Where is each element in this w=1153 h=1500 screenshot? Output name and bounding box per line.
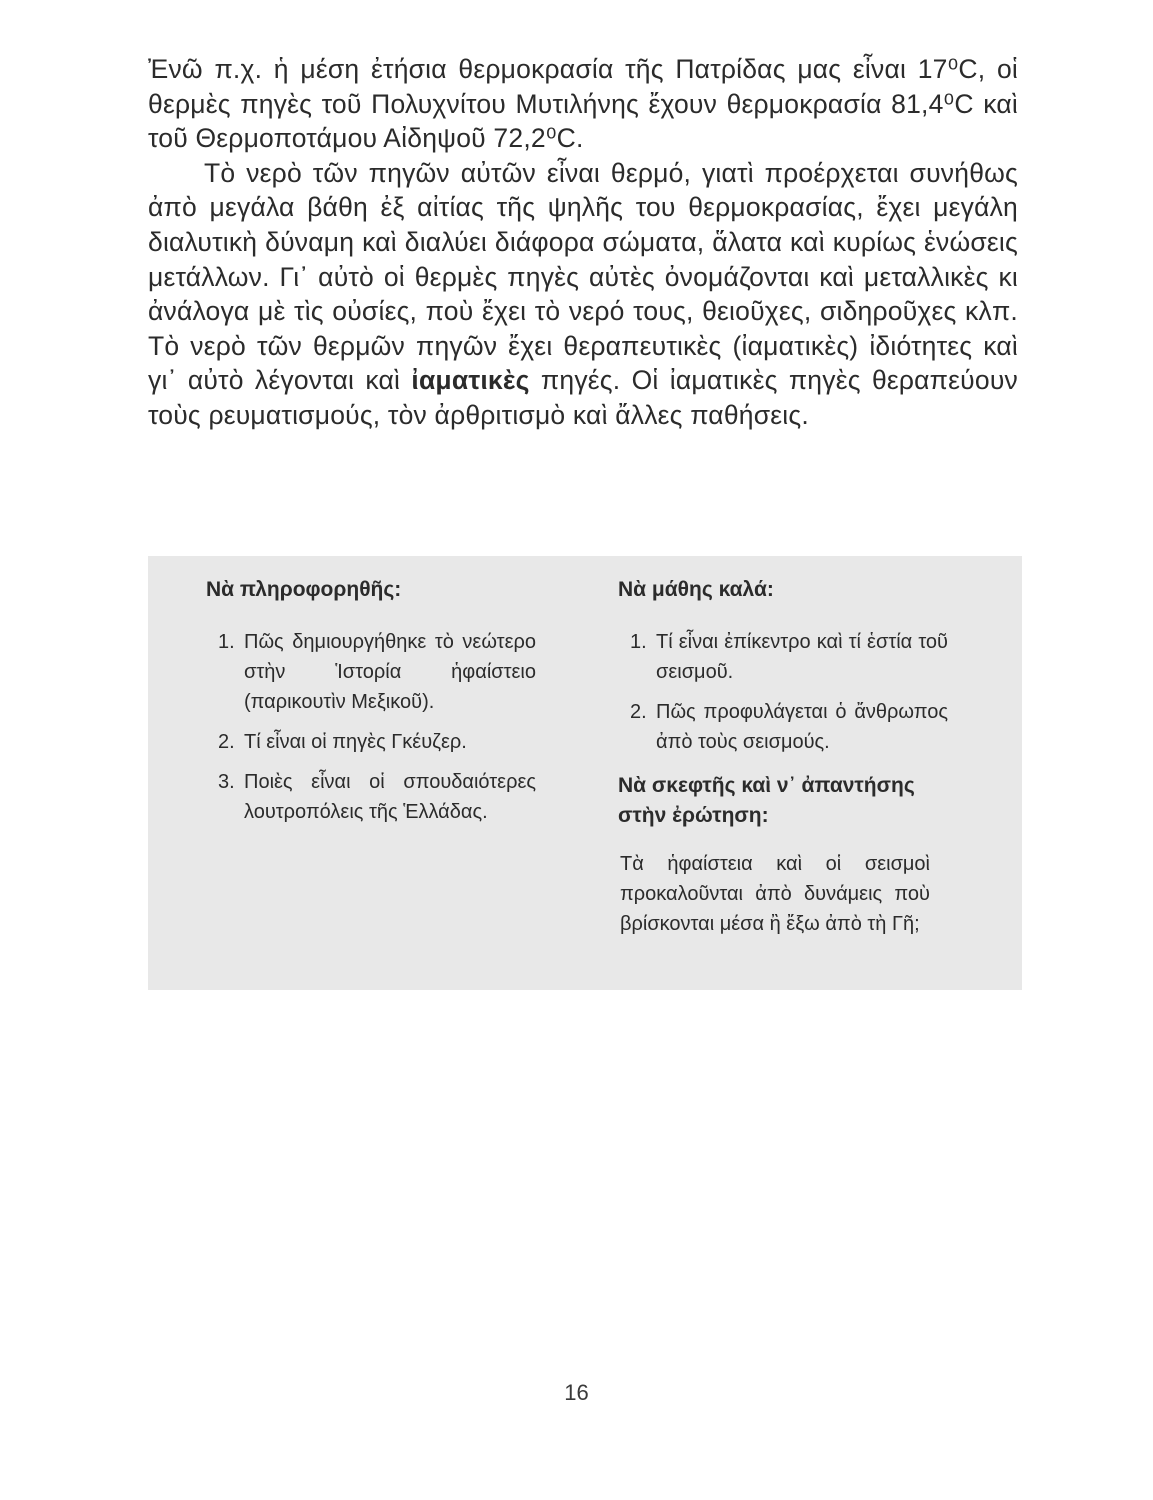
learn-more-list <box>206 627 536 827</box>
list-item: 1. Τί εἶναι ἐπίκεντρο καὶ τί ἑστία τοῦ σεισμοῦ. <box>630 631 948 683</box>
learn-well-heading: Νὰ μάθης καλά: <box>618 578 774 601</box>
learn-more-heading: Νὰ πληροφορηθῆς: <box>206 578 402 601</box>
think-answer-heading: Νὰ σκεφτῆς καὶ ν᾽ ἀπαντήσης στὴν ἐρώτηση: <box>618 774 915 827</box>
study-box-right-column <box>618 556 998 939</box>
paragraph-2-bold-term: ἰαματικὲς <box>411 365 530 396</box>
paragraph-2-start: Τὸ νερὸ τῶν πηγῶν αὐτῶν εἶναι θερμό, γιατὶ προέρχεται συνήθως ἀπὸ μεγάλα βάθη ἐξ αἰτίας τῆς ψηλῆς του θερμοκρασίας, ἔχει μεγάλη διαλυτικὴ δύναμη καὶ διαλύει διάφορα σώματα, ἅλατα καὶ κυρίως ἑνώσεις μετάλλων. Γι᾽ αὐτὸ οἱ θερμὲς πηγὲς αὐτὲς ὀνομάζονται καὶ μεταλλικὲς κι ἀνάλογα μὲ τὶς οὐσίες, ποὺ ἔχει τὸ νερό τους, θειοῦχες, σιδηροῦχες κλπ. Τὸ νερὸ τῶν θερμῶν πηγῶν ἔχει θεραπευτικὲς (ἰαματικὲς) ἰδιότητες καὶ γι᾽ αὐτὸ λέγονται καὶ <box>148 157 1018 396</box>
list-item: 3. Ποιὲς εἶναι οἱ σπουδαιότερες λουτροπόλεις τῆς Ἑλλάδας. <box>218 771 536 823</box>
paragraph-2 <box>148 156 1018 433</box>
list-item: 1. Πῶς δημιουργήθηκε τὸ νεώτερο στὴν Ἱστορία ἡφαίστειο (παρικουτὶν Μεξικοῦ). <box>218 631 536 713</box>
study-box <box>148 556 1022 990</box>
list-item: 2. Τί εἶναι οἱ πηγὲς Γκέυζερ. <box>218 731 467 753</box>
paragraph-2-end: πηγές. Οἱ ἰαματικὲς πηγὲς θεραπεύουν τοὺς ρευματισμούς, τὸν ἀρθριτισμὸ καὶ ἄλλες παθήσεις. <box>148 365 1018 430</box>
paragraph-1: Ἐνῶ π.χ. ἡ μέση ἐτήσια θερμοκρασία τῆς Πατρίδας μας εἶναι 17⁰C, οἱ θερμὲς πηγὲς τοῦ Πολυχνίτου Μυτιλήνης ἔχουν θερμοκρασία 81,4⁰C καὶ τοῦ Θερμοποτάμου Αἰδηψοῦ 72,2⁰C. <box>148 54 1018 154</box>
study-box-left-column <box>206 556 546 837</box>
list-item: 2. Πῶς προφυλάγεται ὁ ἄνθρωπος ἀπὸ τοὺς σεισμούς. <box>630 701 948 753</box>
think-question: Τὰ ἡφαίστεια καὶ οἱ σεισμοὶ προκαλοῦνται ἀπὸ δυνάμεις ποὺ βρίσκονται μέσα ἢ ἔξω ἀπὸ τὴ Γῆ; <box>620 853 930 935</box>
page-number: 16 <box>564 1380 589 1405</box>
main-text <box>148 52 1018 433</box>
learn-well-list <box>618 627 948 757</box>
